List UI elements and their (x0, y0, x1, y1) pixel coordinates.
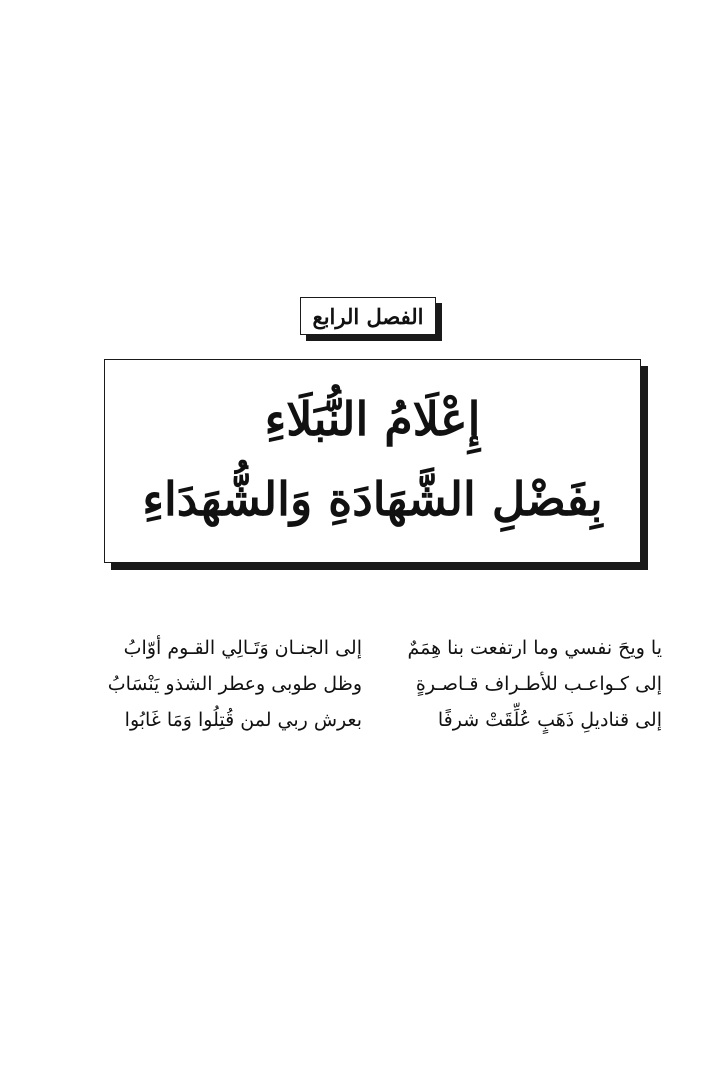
verse-1-first-hemistich: يا ويحَ نفسي وما ارتفعت بنا هِمَمٌ (407, 637, 662, 659)
chapter-label-box (300, 297, 436, 335)
poem-verse (92, 630, 662, 666)
poem (92, 630, 662, 738)
poem-verse (92, 666, 662, 702)
chapter-label: الفصل الرابع (312, 303, 424, 329)
verse-3-second-hemistich: بعرش ربي لمن قُتِلُوا وَمَا غَابُوا (124, 709, 362, 731)
verse-1-second-hemistich: إلى الجنـان وَتَـالِي القـوم أوّابُ (123, 637, 362, 659)
verse-2-second-hemistich: وظل طوبى وعطر الشذو يَنْسَابُ (107, 673, 362, 695)
verse-2-first-hemistich: إلى كـواعـب للأطـراف قـاصـرةٍ (415, 673, 662, 695)
poem-verse (92, 702, 662, 738)
verse-3-first-hemistich: إلى قناديلِ ذَهَبٍ عُلِّقَتْ شرفًا (437, 709, 662, 731)
title-line-2: بِفَضْلِ الشَّهَادَةِ وَالشُّهَدَاءِ (142, 472, 603, 526)
title-line-1: إِعْلَامُ النُّبَلَاءِ (264, 392, 481, 446)
title-box (104, 359, 641, 563)
